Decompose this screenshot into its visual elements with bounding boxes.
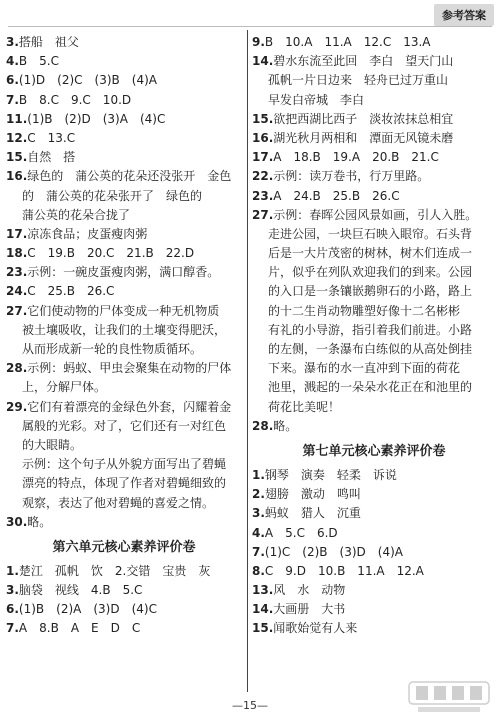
question-number: 27. [252, 207, 274, 222]
question-number: 2. [252, 487, 265, 502]
question-number: 17. [6, 226, 28, 241]
answer-line [252, 167, 496, 186]
question-number: 16. [252, 130, 274, 145]
question-number: 8. [252, 563, 265, 578]
answer-text: 碧水东流至此回 李白 望天门山 [273, 54, 454, 69]
answer-text: 有礼的小导游，指引着我们前进。小路 [268, 322, 473, 337]
answer-text: 钢琴 演奏 轻柔 诉说 [264, 467, 397, 482]
question-number: 13. [252, 583, 274, 598]
answer-text: 的左侧，一条瀑布白练似的从高处倒挂 [268, 342, 473, 356]
question-number: 17. [252, 150, 274, 165]
answer-line [252, 398, 496, 417]
question-number: 11. [6, 111, 28, 126]
answer-line [6, 282, 242, 301]
answer-text: 片，似乎在列队欢迎我们的到来。公园 [268, 265, 473, 280]
answer-text: A 18.B 19.A 20.B 21.C [273, 150, 439, 165]
question-number: 24. [6, 284, 28, 299]
answer-line [252, 466, 496, 485]
answer-text: 示例：这个句子从外貌方面写出了碧蝇 [22, 457, 227, 472]
answer-text: C 13.C [27, 130, 76, 145]
answer-text: B 8.C 9.C 10.D [18, 92, 132, 107]
question-number: 7. [6, 92, 19, 107]
answer-line [6, 436, 242, 455]
answer-text: (1)D (2)C (3)B (4)A [18, 73, 157, 88]
answer-line [252, 91, 496, 110]
answer-line [252, 225, 496, 244]
header-rule [8, 26, 492, 27]
question-number: 15. [252, 621, 274, 636]
answer-line [6, 225, 242, 244]
question-number: 14. [252, 54, 274, 69]
question-number: 23. [6, 265, 28, 280]
answer-text: 略。 [273, 418, 298, 433]
section-heading: 第七单元核心素养评价卷 [302, 443, 446, 459]
question-number: 6. [6, 73, 19, 88]
answer-line [6, 110, 242, 129]
section-heading: 第六单元核心素养评价卷 [52, 539, 196, 555]
answer-line [6, 244, 242, 263]
answer-line [6, 148, 242, 167]
question-number: 9. [252, 35, 265, 49]
answer-text: 后是一大片茂密的树林，树木们连成一 [268, 246, 473, 261]
answer-text: (1)B (2)D (3)A (4)C [27, 111, 166, 126]
question-number: 23. [252, 188, 274, 203]
answer-line [6, 455, 242, 474]
answer-text: B 10.A 11.A 12.C 13.A [264, 35, 431, 49]
answer-text: A 24.B 25.B 26.C [273, 188, 400, 203]
answer-line [252, 600, 496, 619]
answer-line [252, 504, 496, 523]
answer-text: 漂亮的特点，体现了作者对碧蝇细致的 [22, 476, 227, 491]
answer-text: A 5.C 6.D [264, 525, 338, 540]
answer-line [252, 485, 496, 504]
answer-text: 池里，溅起的一朵朵水花正在和池里的 [268, 380, 473, 395]
question-number: 3. [252, 506, 265, 521]
question-number: 14. [252, 602, 274, 617]
answer-line [252, 378, 496, 397]
answer-line [6, 321, 242, 340]
question-number: 30. [6, 514, 28, 529]
answer-line [252, 524, 496, 543]
answer-text: 示例：蚂蚁、甲虫会聚集在动物的尸体 [27, 361, 232, 376]
answer-text: 蒲公英的花朵合拢了 [22, 207, 131, 222]
answer-text: 早发白帝城 李白 [268, 92, 365, 107]
answer-line [252, 302, 496, 321]
answer-line [6, 129, 242, 148]
answer-text: (1)B (2)A (3)D (4)C [18, 602, 157, 617]
answer-line [6, 33, 242, 52]
answer-line [6, 581, 242, 600]
answer-line [252, 206, 496, 225]
answer-line [252, 71, 496, 90]
answer-key-tag: 参考答案 [434, 4, 494, 26]
answer-text: 湖光秋月两相和 潭面无风镜未磨 [273, 130, 454, 145]
question-number: 4. [6, 54, 19, 69]
answer-line [252, 129, 496, 148]
question-number: 15. [252, 111, 274, 126]
question-number: 6. [6, 602, 19, 617]
question-number: 1. [6, 563, 19, 578]
page-number: —15— [232, 699, 268, 712]
question-number: 28. [252, 418, 274, 433]
answer-line [6, 562, 242, 581]
column-divider [247, 30, 248, 692]
answer-text: 示例：一碗皮蛋瘦肉粥，满口醇香。 [27, 265, 220, 280]
answer-text: 翅膀 激动 鸣叫 [264, 487, 361, 502]
answer-line [252, 110, 496, 129]
answer-text: 闻歌始觉有人来 [273, 621, 358, 636]
answer-line [252, 148, 496, 167]
answer-text: 的入口是一条镶嵌鹅卵石的小路，路上 [268, 284, 473, 299]
answer-line [6, 359, 242, 378]
answer-text: 走进公园，一块巨石映入眼帘。石头背 [268, 226, 473, 241]
answer-line [6, 417, 242, 436]
right-column [252, 33, 496, 639]
answer-text: 它们使动物的尸体变成一种无机物质 [27, 303, 220, 318]
answer-line [252, 52, 496, 71]
answer-text: 它们有着漂亮的金绿色外套，闪耀着金 [27, 399, 232, 414]
question-number: 3. [6, 583, 19, 598]
answer-text: 凉冻食品；皮蛋瘦肉粥 [27, 226, 148, 241]
answer-text: A 8.B A E D C [18, 621, 141, 636]
answer-text: C 9.D 10.B 11.A 12.A [264, 563, 424, 578]
answer-text: 上，分解尸体。 [22, 380, 107, 395]
question-number: 18. [6, 246, 28, 261]
question-number: 4. [252, 525, 265, 540]
answer-text: 搭船 祖父 [18, 35, 79, 49]
answer-line [6, 263, 242, 282]
answer-text: 被土壤吸收，让我们的土壤变得肥沃， [22, 322, 227, 337]
answer-line [252, 619, 496, 638]
question-number: 1. [252, 467, 265, 482]
answer-text: 绿色的 蒲公英的花朵还没张开 金色 [27, 169, 232, 184]
answer-line [252, 359, 496, 378]
question-number: 7. [6, 621, 19, 636]
answer-line [252, 263, 496, 282]
answer-text: 欲把西湖比西子 淡妆浓抹总相宜 [273, 111, 454, 126]
question-number: 7. [252, 544, 265, 559]
answer-line [252, 562, 496, 581]
answer-text: 示例：春晖公园风景如画，引人入胜。 [273, 207, 478, 222]
answer-line [6, 91, 242, 110]
answer-line [6, 378, 242, 397]
answer-text: 风 水 动物 [273, 583, 346, 598]
answer-line [6, 398, 242, 417]
answer-text: 自然 搭 [27, 150, 76, 165]
answer-line [6, 206, 242, 225]
answer-line [252, 187, 496, 206]
answer-text: 楚江 孤帆 饮 2.交错 宝贵 灰 [18, 563, 211, 578]
watermark-logo [408, 680, 490, 716]
question-number: 16. [6, 169, 28, 184]
answer-text: 荷花比美呢！ [268, 399, 341, 414]
answer-line [6, 513, 242, 532]
answer-text: 的 蒲公英的花朵张开了 绿色的 [22, 188, 203, 203]
answer-text: 示例：读万卷书，行万里路。 [273, 169, 430, 184]
answer-line [6, 167, 242, 186]
answer-text: 的十二生肖动物雕塑好像十二名彬彬 [268, 303, 461, 318]
answer-line [6, 600, 242, 619]
answer-line [252, 244, 496, 263]
answer-line [6, 71, 242, 90]
answer-line [6, 494, 242, 513]
answer-text: 从而形成新一轮的良性物质循环。 [22, 342, 203, 356]
question-number: 3. [6, 35, 19, 49]
answer-text: 下来。瀑布的水一直冲到下面的荷花 [268, 361, 461, 376]
answer-line [6, 187, 242, 206]
answer-line [6, 302, 242, 321]
answer-text: 孤帆一片日边来 轻舟已过万重山 [268, 73, 449, 88]
answer-line [6, 52, 242, 71]
answer-line [252, 340, 496, 359]
answer-text: 属般的光彩。对了，它们还有一对红色 [22, 418, 227, 433]
answer-line [252, 417, 496, 436]
question-number: 27. [6, 303, 28, 318]
answer-text: 略。 [27, 514, 52, 529]
answer-line [252, 321, 496, 340]
answer-text: C 25.B 26.C [27, 284, 115, 299]
answer-line [252, 282, 496, 301]
answer-text: 脑袋 视线 4.B 5.C [18, 583, 143, 598]
answer-text: 的大眼睛。 [22, 437, 83, 452]
answer-line [6, 474, 242, 493]
question-number: 28. [6, 361, 28, 376]
question-number: 22. [252, 169, 274, 184]
left-column [6, 33, 242, 639]
answer-line [6, 619, 242, 638]
answer-text: (1)C (2)B (3)D (4)A [264, 544, 403, 559]
answer-line [6, 340, 242, 359]
answer-text: 蚂蚁 猎人 沉重 [264, 506, 361, 521]
question-number: 29. [6, 399, 28, 414]
question-number: 15. [6, 150, 28, 165]
answer-text: 大画册 大书 [273, 602, 346, 617]
question-number: 12. [6, 130, 28, 145]
answer-line [252, 543, 496, 562]
answer-line [252, 33, 496, 52]
answer-text: B 5.C [18, 54, 59, 69]
answer-line [252, 581, 496, 600]
answer-text: C 19.B 20.C 21.B 22.D [27, 246, 195, 261]
answer-text: 观察，表达了他对碧蝇的喜爱之情。 [22, 495, 215, 510]
